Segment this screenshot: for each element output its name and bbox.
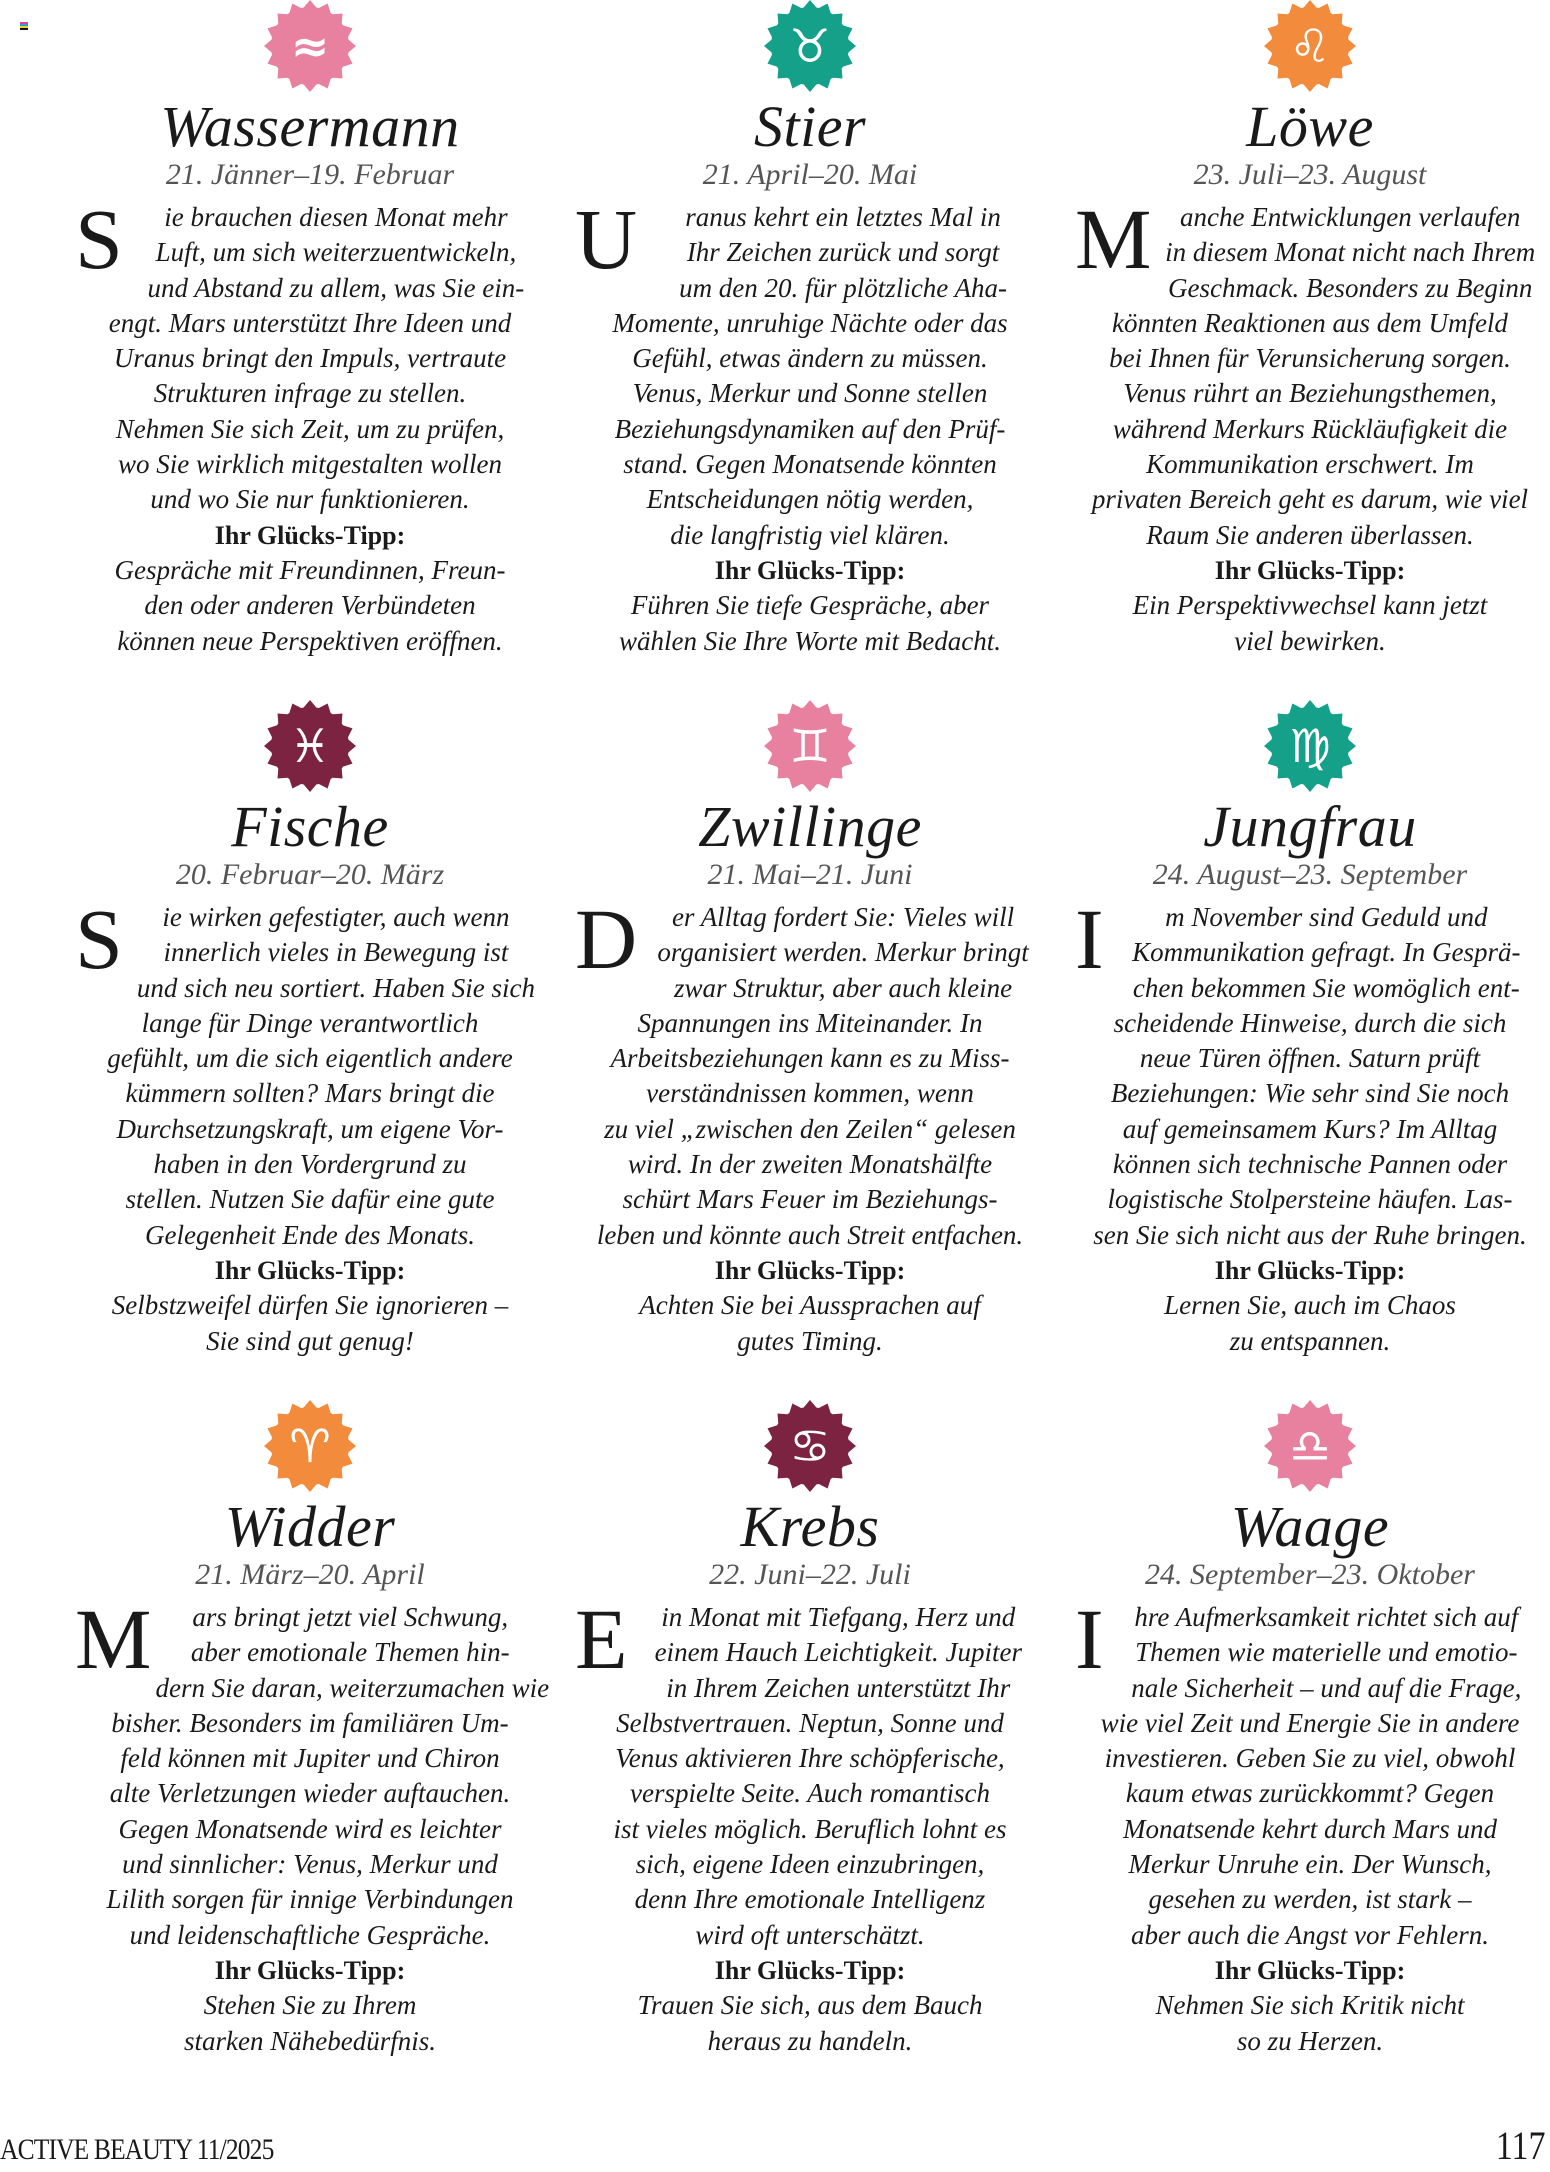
tip-line: gutes Timing. [737,1325,883,1356]
tip-line: Sie sind gut genug! [206,1325,414,1356]
text-line: nale Sicherheit – und auf die Frage, [1131,1672,1522,1703]
sign-title: Jungfrau [1203,794,1417,859]
text-line: Monatsende kehrt durch Mars und [1123,1813,1497,1844]
libra-icon: ♎ [1264,1400,1356,1492]
sign-text [75,1591,550,2059]
text-line: Venus rührt an Beziehungsthemen, [1123,378,1497,409]
text-line: sich, eigene Ideen einzubringen, [635,1849,985,1880]
text-line: zwar Struktur, aber auch kleine [673,972,1013,1003]
horoscope-stier [575,0,1045,659]
text-line: haben in den Vordergrund zu [153,1149,467,1180]
text-line: aber emotionale Themen hin- [190,1637,510,1668]
text-line: organisiert werden. Merkur bringt [657,937,1029,968]
text-line: Uranus bringt den Impuls, vertraute [113,343,507,374]
text-line: und leidenschaftliche Gespräche. [129,1919,491,1950]
text-line: bisher. Besonders im familiären Um- [111,1707,509,1738]
tip-line: wählen Sie Ihre Worte mit Bedacht. [619,625,1001,656]
text-line: Selbstvertrauen. Neptun, Sonne und [616,1707,1004,1738]
text-line: und wo Sie nur funktionieren. [150,484,470,515]
sign-dates: 23. Juli–23. August [1193,158,1427,191]
text-line: schürt Mars Feuer im Beziehungs- [622,1184,998,1215]
text-line: logistische Stolpersteine häufen. Las- [1107,1184,1513,1215]
drop-cap: D [575,891,638,987]
tip-label: Ihr Glücks-Tipp: [214,1255,406,1285]
text-line: stand. Gegen Monatsende könnten [623,449,997,480]
tip-line: den oder anderen Verbündeten [144,590,476,621]
text-line: anche Entwicklungen verlaufen [1180,202,1521,232]
tip-label: Ihr Glücks-Tipp: [714,555,906,585]
cancer-icon: ♋ [764,1400,856,1492]
text-line: sen Sie sich nicht aus der Ruhe bringen. [1093,1219,1527,1250]
sign-dates: 21. April–20. Mai [702,158,918,191]
drop-cap: S [75,891,123,987]
sign-text [75,191,545,659]
sign-title: Fische [231,794,389,859]
text-line: kümmern sollten? Mars bringt die [125,1078,495,1109]
text-line: verspielte Seite. Auch romantisch [630,1778,990,1809]
text-line: einem Hauch Leichtigkeit. Jupiter [654,1637,1022,1668]
text-line: Ihr Zeichen zurück und sorgt [686,237,1000,268]
tip-line: starken Nähebedürfnis. [184,2025,436,2056]
horoscope-zwillinge [575,700,1045,1359]
text-line: gesehen zu werden, ist stark – [1148,1884,1472,1915]
horoscope-löwe [1075,0,1545,659]
text-line: feld können mit Jupiter und Chiron [120,1743,500,1774]
page-number: 117 [1496,2123,1546,2168]
text-line: privaten Bereich geht es darum, wie viel [1091,484,1529,515]
text-line: Merkur Unruhe ein. Der Wunsch, [1128,1849,1492,1880]
tip-line: Selbstzweifel dürfen Sie ignorieren – [111,1290,509,1321]
text-line: Kommunikation erschwert. Im [1146,449,1474,480]
tip-label: Ihr Glücks-Tipp: [714,1255,906,1285]
text-line: ie brauchen diesen Monat mehr [164,202,508,232]
text-line: chen bekommen Sie womöglich ent- [1132,972,1520,1003]
tip-line: viel bewirken. [1234,625,1386,656]
sign-text [1075,891,1545,1359]
text-line: wo Sie wirklich mitgestalten wollen [118,449,502,480]
tip-label: Ihr Glücks-Tipp: [1214,1955,1406,1985]
text-line: Geschmack. Besonders zu Beginn [1168,272,1533,303]
drop-cap: M [1075,191,1152,287]
text-line: er Alltag fordert Sie: Vieles will [671,902,1015,932]
tip-line: können neue Perspektiven eröffnen. [117,625,503,656]
text-line: aber auch die Angst vor Fehlern. [1131,1919,1489,1950]
sign-dates: 24. August–23. September [1152,858,1468,891]
tip-line: Lernen Sie, auch im Chaos [1164,1290,1456,1321]
text-line: Durchsetzungskraft, um eigene Vor- [116,1113,504,1144]
virgo-icon: ♍ [1264,700,1356,792]
text-line: Entscheidungen nötig werden, [646,484,974,515]
sign-title: Waage [1230,1494,1390,1559]
text-line: und Abstand zu allem, was Sie ein- [147,272,525,303]
tip-line: Gespräche mit Freundinnen, Freun- [114,554,506,585]
text-line: investieren. Geben Sie zu viel, obwohl [1104,1743,1516,1774]
text-line: können sich technische Pannen oder [1112,1149,1508,1180]
text-line: und sich neu sortiert. Haben Sie sich [136,972,536,1003]
text-line: leben und könnte auch Streit entfachen. [596,1219,1024,1250]
text-line: die langfristig viel klären. [670,519,950,550]
text-line: Strukturen infrage zu stellen. [153,378,467,409]
text-line: und sinnlicher: Venus, Merkur und [122,1849,498,1880]
text-line: in diesem Monat nicht nach Ihrem [1165,237,1536,268]
drop-cap: U [575,191,638,287]
horoscope-jungfrau [1075,700,1545,1359]
text-line: lange für Dinge verantwortlich [141,1007,479,1038]
text-line: ranus kehrt ein letztes Mal in [685,202,1001,232]
text-line: hre Aufmerksamkeit richtet sich auf [1134,1602,1519,1632]
sign-text [575,1591,1045,2059]
text-line: könnten Reaktionen aus dem Umfeld [1112,307,1508,338]
text-line: gefühlt, um die sich eigentlich andere [107,1043,513,1074]
text-line: wird oft unterschätzt. [695,1919,925,1950]
horoscope-waage [1075,1400,1545,2059]
sign-title: Zwillinge [698,794,922,859]
text-line: Raum Sie anderen überlassen. [1146,519,1474,550]
text-line: denn Ihre emotionale Intelligenz [634,1884,986,1915]
text-line: Gefühl, etwas ändern zu müssen. [632,343,988,374]
tip-label: Ihr Glücks-Tipp: [714,1955,906,1985]
drop-cap: I [1075,891,1104,987]
horoscope-widder [75,1400,550,2059]
text-line: neue Türen öffnen. Saturn prüft [1139,1043,1481,1074]
horoscope-fische [75,700,545,1359]
text-line: Beziehungsdynamiken auf den Prüf- [614,413,1006,444]
text-line: Gelegenheit Ende des Monats. [145,1219,475,1250]
text-line: alte Verletzungen wieder auftauchen. [109,1778,511,1809]
tip-label: Ihr Glücks-Tipp: [1214,555,1406,585]
sign-title: Wassermann [160,94,460,159]
sign-text [1075,191,1545,659]
drop-cap: E [575,1591,628,1687]
text-line: während Merkurs Rückläufigkeit die [1112,413,1508,444]
text-line: bei Ihnen für Verunsicherung sorgen. [1109,343,1511,374]
text-line: ie wirken gefestigter, auch wenn [162,902,510,932]
sign-dates: 21. Jänner–19. Februar [165,158,455,191]
horoscope-wassermann [75,0,545,659]
text-line: in Monat mit Tiefgang, Herz und [661,1602,1016,1632]
tip-line: zu entspannen. [1229,1325,1391,1356]
text-line: scheidende Hinweise, durch die sich [1113,1007,1507,1038]
sign-text [575,191,1045,659]
sign-title: Löwe [1246,94,1374,159]
text-line: Beziehungen: Wie sehr sind Sie noch [1110,1078,1510,1109]
text-line: ist vieles möglich. Beruflich lohnt es [613,1813,1007,1844]
sign-text [1075,1591,1545,2059]
text-line: Lilith sorgen für innige Verbindungen [106,1884,514,1915]
text-line: dern Sie daran, weiterzumachen wie [155,1672,550,1703]
text-line: Spannungen ins Miteinander. In [637,1007,983,1038]
text-line: Kommunikation gefragt. In Gesprä- [1132,937,1521,968]
leo-icon: ♌ [1264,0,1356,92]
tip-line: Ein Perspektivwechsel kann jetzt [1132,590,1488,621]
text-line: Luft, um sich weiterzuentwickeln, [155,237,517,268]
sign-dates: 22. Juni–22. Juli [709,1558,911,1591]
tip-line: Nehmen Sie sich Kritik nicht [1155,1990,1465,2021]
tip-line: Trauen Sie sich, aus dem Bauch [637,1990,983,2021]
sign-dates: 24. September–23. Oktober [1145,1558,1475,1591]
drop-cap: S [75,191,123,287]
text-line: zu viel „zwischen den Zeilen“ gelesen [604,1113,1016,1144]
text-line: wird. In der zweiten Monatshälfte [627,1149,993,1180]
text-line: m November sind Geduld und [1165,902,1488,932]
text-line: engt. Mars unterstützt Ihre Ideen und [108,307,512,338]
tip-line: Achten Sie bei Aussprachen auf [639,1290,981,1321]
sign-dates: 21. März–20. April [195,1558,425,1591]
text-line: Arbeitsbeziehungen kann es zu Miss- [610,1043,1010,1074]
magazine-issue: ACTIVE BEAUTY 11/2025 [0,2133,274,2166]
drop-cap: I [1075,1591,1104,1687]
tip-label: Ihr Glücks-Tipp: [214,1955,406,1985]
aries-icon: ♈ [264,1400,356,1492]
tip-label: Ihr Glücks-Tipp: [1214,1255,1406,1285]
text-line: kaum etwas zurückkommt? Gegen [1125,1778,1495,1809]
text-line: Nehmen Sie sich Zeit, um zu prüfen, [115,413,505,444]
text-line: Gegen Monatsende wird es leichter [118,1813,502,1844]
tip-line: Stehen Sie zu Ihrem [203,1990,417,2021]
text-line: in Ihrem Zeichen unterstützt Ihr [666,1672,1011,1703]
sign-title: Widder [224,1494,396,1559]
text-line: auf gemeinsamem Kurs? Im Alltag [1122,1113,1498,1144]
tip-label: Ihr Glücks-Tipp: [214,520,406,550]
text-line: um den 20. für plötzliche Aha- [679,272,1008,303]
sign-dates: 21. Mai–21. Juni [707,858,913,891]
tip-line: heraus zu handeln. [707,2025,913,2056]
sign-dates: 20. Februar–20. März [175,858,445,891]
text-line: verständnissen kommen, wenn [646,1078,974,1109]
text-line: Momente, unruhige Nächte oder das [612,307,1008,338]
aquarius-icon: ≈ [264,0,356,92]
gemini-icon: ♊ [764,700,856,792]
text-line: Venus, Merkur und Sonne stellen [632,378,988,409]
sign-title: Stier [753,94,867,159]
tip-line: so zu Herzen. [1236,2025,1384,2056]
sign-text [575,891,1045,1359]
text-line: stellen. Nutzen Sie dafür eine gute [125,1184,495,1215]
horoscope-krebs [575,1400,1045,2059]
sign-title: Krebs [740,1494,880,1559]
drop-cap: M [75,1591,152,1687]
text-line: Themen wie materielle und emotio- [1135,1637,1518,1668]
tip-line: Führen Sie tiefe Gespräche, aber [630,590,990,621]
taurus-icon: ♉ [764,0,856,92]
text-line: Venus aktivieren Ihre schöpferische, [615,1743,1005,1774]
text-line: ars bringt jetzt viel Schwung, [192,1602,509,1632]
registration-mark [20,22,28,30]
text-line: wie viel Zeit und Energie Sie in andere [1100,1707,1520,1738]
pisces-icon: ♓ [264,700,356,792]
sign-text [75,891,545,1359]
text-line: innerlich vieles in Bewegung ist [163,937,509,968]
